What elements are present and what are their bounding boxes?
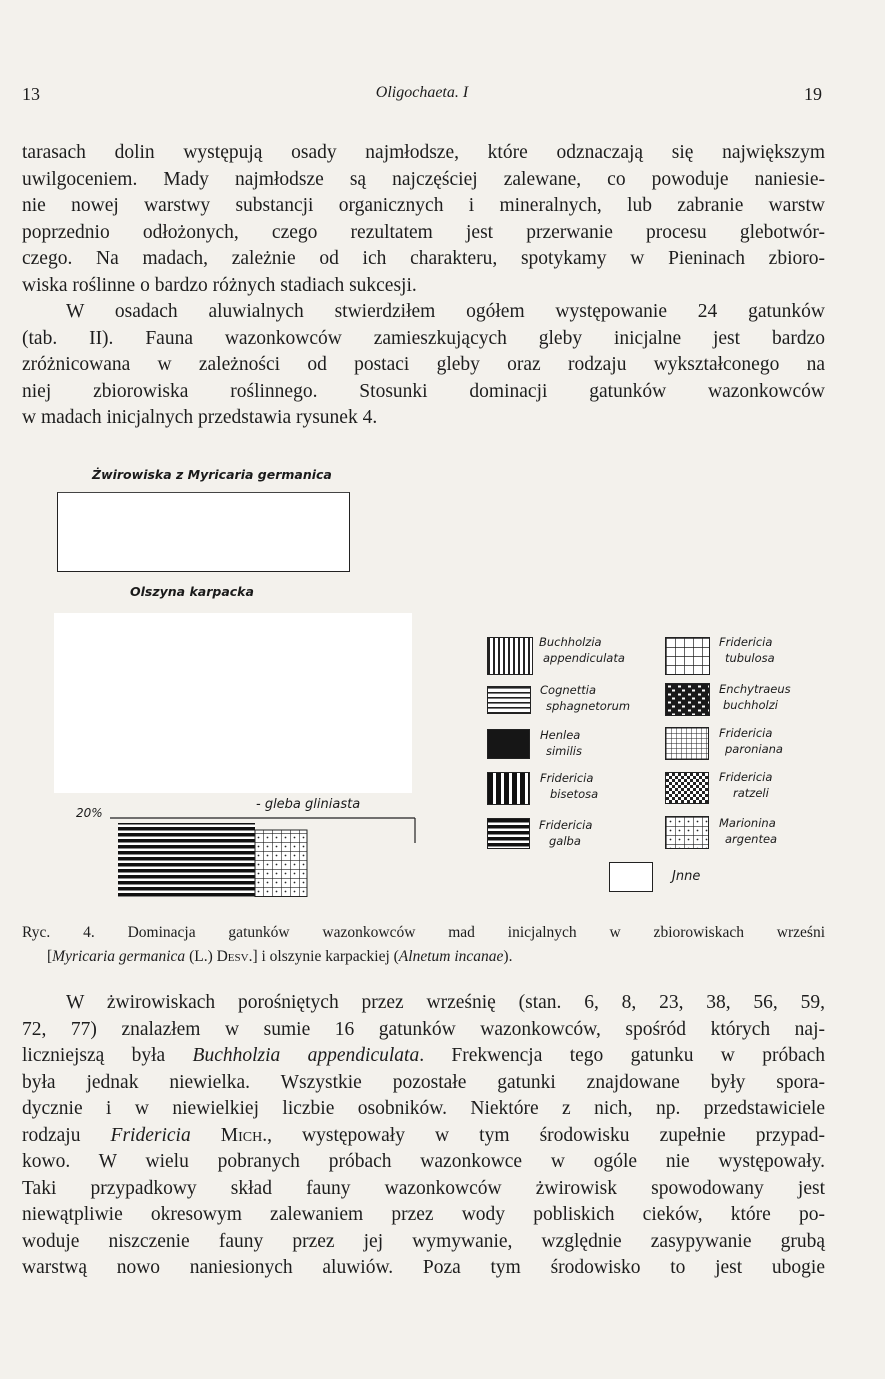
text-line: W osadach aluwialnych stwierdziłem ogółem występowanie 24 gatunków (66, 301, 825, 322)
text-line: 72, 77) znalazłem w sumie 16 gatunków wazonkowców, spośród których naj- (22, 1018, 825, 1040)
figure-box-alder (54, 613, 412, 793)
legend-swatch-fridericia-ratzeli (665, 772, 709, 804)
text-line: niej zbiorowiska roślinnego. Stosunki dominacji gatunków wazonkowców (22, 380, 825, 402)
legend-swatch-fridericia-galba (487, 818, 530, 849)
bar-segment-fridericia-galba (118, 823, 255, 897)
text-line: wiska roślinne o bardzo różnych stadiach sukcesji. (22, 274, 417, 296)
figure-label-alder: Olszyna karpacka (130, 584, 254, 599)
legend-label-buchholzia: Buchholzia appendiculata (539, 635, 625, 665)
legend-swatch-marionina (665, 816, 709, 849)
legend-swatch-henlea (487, 729, 530, 759)
axis-label: 20% (76, 806, 103, 820)
legend-label-jnne: Jnne (672, 869, 701, 884)
text-line: dycznie i w niewielkiej liczbie osobników. Niektóre z nich, np. przedstawiciele (22, 1098, 825, 1119)
caption-association: Alnetum incanae (398, 948, 504, 965)
text-line: uwilgoceniem. Mady najmłodsze są najczęściej zalewane, co powoduje naniesie- (22, 168, 825, 190)
legend-label-enchytraeus: Enchytraeus buchholzi (719, 682, 791, 712)
author-name: Mich. (220, 1124, 268, 1146)
caption-line-1 (22, 921, 825, 945)
legend-label-marionina: Marionina argentea (719, 816, 778, 846)
species-name: Buchholzia appendiculata (192, 1045, 420, 1066)
legend-label-fridericia-galba: Fridericia galba (539, 818, 593, 848)
text-line: poprzednio odłożonych, czego rezultatem jest przerwanie procesu glebotwór- (22, 221, 825, 243)
legend-swatch-fridericia-tubulosa (665, 637, 710, 675)
paragraph-3 (22, 990, 825, 1282)
caption-prefix: Ryc. 4. (22, 924, 95, 941)
genus-name: Fridericia (110, 1124, 191, 1146)
legend-swatch-enchytraeus (665, 683, 710, 716)
figure-box-gravel (57, 492, 350, 572)
stacked-bar-chart (110, 815, 420, 897)
running-title: Oligochaeta. I (375, 84, 469, 101)
text-line: W żwirowiskach porośniętych przez wrześnię (stan. 6, 8, 23, 38, 56, 59, (66, 992, 825, 1013)
figure-label-soil: - gleba gliniasta (256, 797, 361, 812)
paragraph-2 (22, 299, 825, 432)
caption-text: Dominacja gatunków wazonkowców mad inicjalnych w zbiorowiskach wrześni (127, 924, 826, 941)
legend-swatch-fridericia-bisetosa (487, 772, 530, 805)
legend-swatch-fridericia-paroniana (665, 727, 709, 760)
text-line: kowo. W wielu pobranych próbach wazonkowce w ogóle nie występowały. (22, 1151, 825, 1172)
text-line: woduje niszczenie fauny przez jej wymywanie, względnie zasypywanie grubą (22, 1230, 825, 1252)
text-line: czego. Na madach, zależnie od ich charakteru, spotykamy w Pieninach zbioro- (22, 248, 825, 269)
legend-label-cognettia: Cognettia sphagnetorum (540, 683, 631, 713)
text-line: w madach inicjalnych przedstawia rysunek 4. (22, 407, 378, 428)
legend-label-henlea: Henlea similis (540, 728, 582, 758)
text-line: była jednak niewielka. Wszystkie pozostałe gatunki znajdowane były spora- (22, 1071, 825, 1093)
caption-line-2: [Myricaria germanica (L.) Desv.] i olszynie karpackiej (Alnetum incanae). (47, 948, 513, 965)
legend-label-fridericia-paroniana: Fridericia paroniana (719, 726, 783, 756)
bar-segment-marionina-argentea (255, 830, 307, 897)
page-number-right: 19 (804, 84, 822, 104)
legend-swatch-cognettia (487, 686, 531, 714)
text-line: nie nowej warstwy substancji organicznych i mineralnych, lub zabranie warstw (22, 195, 825, 216)
text-line: (tab. II). Fauna wazonkowców zamieszkujących gleby inicjalne jest bardzo (22, 327, 825, 349)
legend-label-fridericia-tubulosa: Fridericia tubulosa (719, 635, 775, 665)
figure-label-gravel: Żwirowiska z Myricaria germanica (92, 467, 332, 482)
figure-caption (22, 921, 825, 969)
legend-label-fridericia-bisetosa: Fridericia bisetosa (540, 771, 599, 801)
page-number-left: 13 (22, 84, 40, 104)
text-line: Taki przypadkowy skład fauny wazonkowców żwirowisk spowodowany jest (22, 1177, 825, 1199)
text-line: rodzaju Fridericia Mich., występowały w tym środowisku zupełnie przypad- (22, 1124, 825, 1146)
caption-species: Myricaria germanica (52, 948, 186, 965)
page-header (22, 84, 822, 110)
caption-author: Desv. (216, 948, 253, 965)
legend-label-fridericia-ratzeli: Fridericia ratzeli (719, 770, 773, 800)
text-line: liczniejszą była Buchholzia appendiculata. Frekwencja tego gatunku w próbach (22, 1045, 826, 1066)
text-line: warstwą nowo naniesionych aluwiów. Poza tym środowisko to jest ubogie (22, 1257, 825, 1278)
text-line: zróżnicowana w zależności od postaci gleby oraz rodzaju wykształconego na (22, 354, 825, 375)
text-line: niewątpliwie okresowym zalewaniem przez wody pobliskich cieków, które po- (22, 1204, 825, 1225)
legend-swatch-buchholzia (487, 637, 533, 675)
legend-swatch-jnne (609, 862, 653, 892)
text-line: tarasach dolin występują osady najmłodsze, które odznaczają się największym (22, 142, 825, 163)
paragraph-1 (22, 140, 825, 299)
